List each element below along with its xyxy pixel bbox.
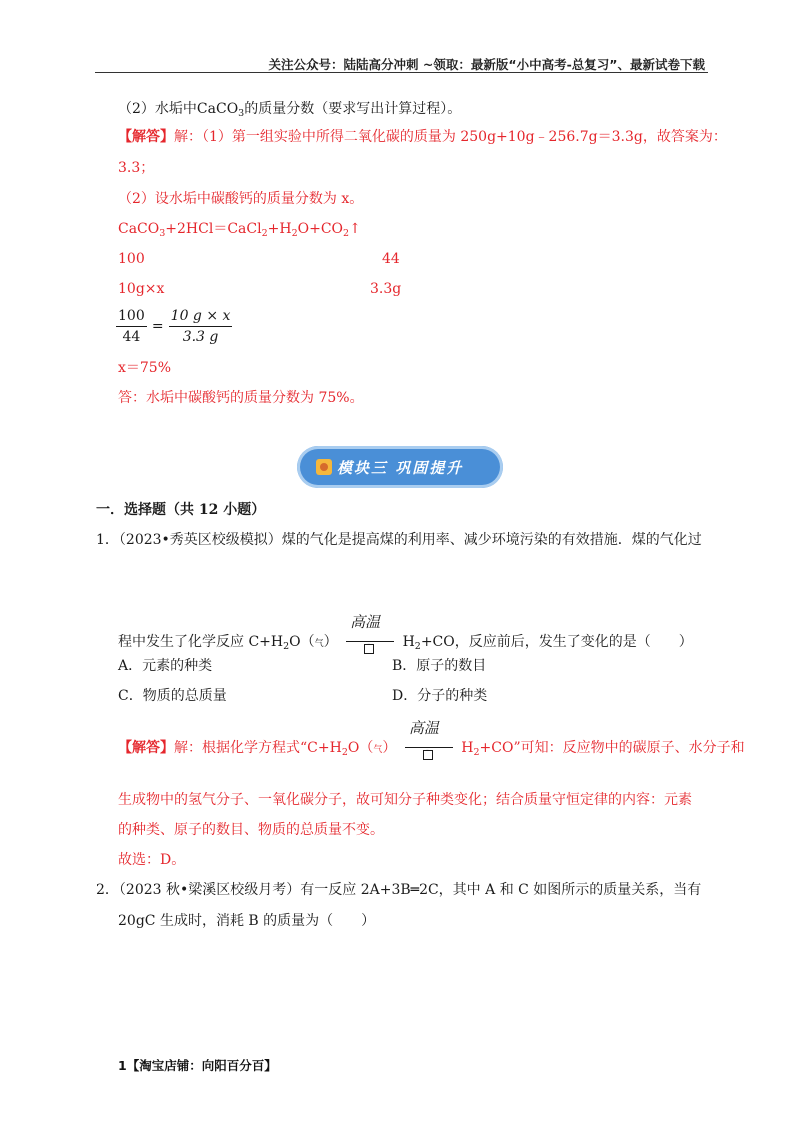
answer2-line-4: 故选：D。 (118, 852, 186, 868)
module-badge-icon (316, 459, 332, 475)
answer2-line-3: 的种类、原子的数目、物质的总质量不变。 (118, 822, 384, 838)
option-a[interactable]: A．元素的种类 (118, 658, 213, 674)
question-1-line-2: 程中发生了化学反应 $C+H_2O$（气） 高温 - $H_2+CO$，反应前后，发生了变化的是（ ） (118, 613, 693, 652)
question-2-line-2: 20gC 生成时，消耗 B 的质量为（ ） (118, 913, 376, 929)
answer-tag: 【解答】 (118, 129, 174, 145)
module-banner-label: 模块三 巩固提升 (337, 459, 464, 477)
chemical-equation: $CaCO_3+2HCl=CaCl_2+H_2O+CO_2↑$ (118, 221, 361, 239)
reaction-condition: 高温 - (346, 632, 394, 652)
question-2-line-1: 2．（2023 秋•梁溪区校级月考）有一反应 2A+3B═2C，其中 A 和 C 如图所示的质量关系，当有 (96, 882, 702, 898)
answer2-line-1: 【解答】解：根据化学方程式“$C+H_2O$（气） 高温 - $H_2+CO$”可知：反应物中的碳原子、水分子和 (118, 719, 745, 758)
option-c[interactable]: C．物质的总质量 (118, 688, 227, 704)
result-x: x＝75% (118, 360, 172, 376)
fraction-right: $\frac{10 g \times x}{3.3 g}$ (170, 308, 231, 345)
result-answer: 答：水垢中碳酸钙的质量分数为 75%。 (118, 390, 364, 406)
answer-line-3: （2）设水垢中碳酸钙的质量分数为 x。 (118, 191, 364, 207)
question-1-line-1: 1．（2023•秀英区校级模拟）煤的气化是提高煤的利用率、减少环境污染的有效措施．煤的气化过 (96, 532, 702, 548)
sub-question-2: （2）水垢中CaCO$_3$的质量分数（要求写出计算过程）。 (118, 101, 462, 119)
fraction-equation: $\frac{100}{44}$ = $\frac{10 g \times x}{3.3 g}$ (118, 308, 231, 345)
answer2-line-2: 生成物中的氢气分子、一氧化碳分子，故可知分子种类变化；结合质量守恒定律的内容：元素 (118, 792, 692, 808)
page-header: 关注公众号：陆陆高分冲刺 ~领取：最新版“小中高考-总复习”、最新试卷下载 (268, 57, 705, 72)
ratio-left-2: 10g×x (118, 281, 165, 297)
answer-tag: 【解答】 (118, 740, 174, 756)
section-title: 一．选择题（共 12 小题） (96, 502, 266, 518)
reaction-condition: 高温 - (405, 738, 453, 758)
option-d[interactable]: D．分子的种类 (392, 688, 488, 704)
header-rule (95, 72, 708, 73)
ratio-left-1: 100 (118, 251, 145, 267)
option-b[interactable]: B．原子的数目 (392, 658, 487, 674)
module-banner (297, 446, 503, 488)
ratio-right-1: 44 (382, 251, 400, 267)
answer-line-1: 【解答】解：（1）第一组实验中所得二氧化碳的质量为 250g+10g﹣256.7g＝3.3g，故答案为： (118, 129, 727, 145)
page-footer: 1【淘宝店铺：向阳百分百】 (118, 1058, 277, 1073)
fraction-left: $\frac{100}{44}$ (118, 308, 145, 345)
answer-line-2: 3.3； (118, 160, 155, 176)
ratio-right-2: 3.3g (370, 281, 402, 297)
